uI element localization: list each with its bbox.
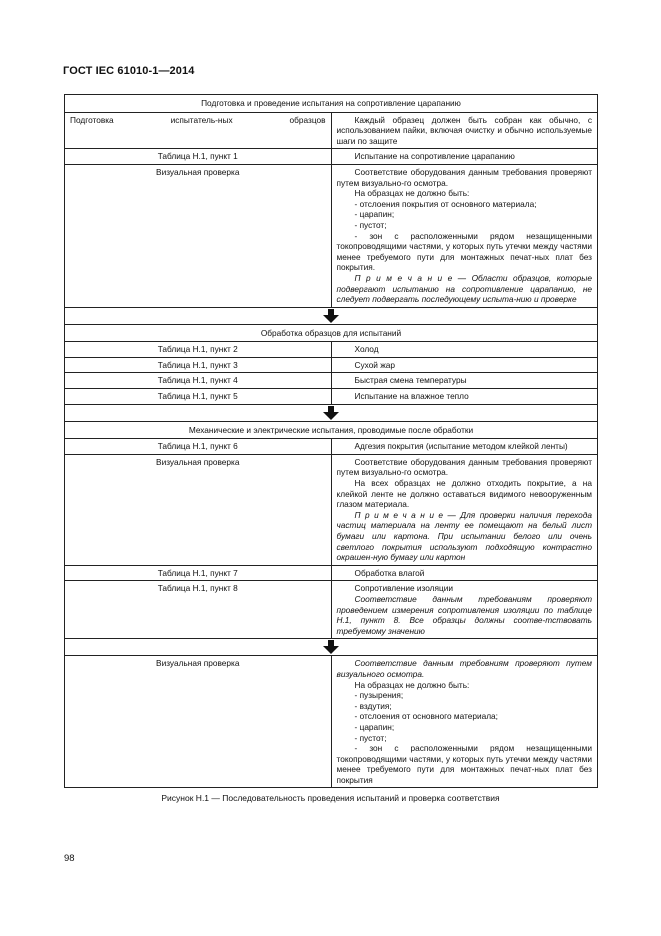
row-content: Испытание на влажное тепло <box>331 389 598 405</box>
row-content: Сухой жар <box>331 357 598 373</box>
row-content <box>331 454 598 565</box>
list-item: - пустот; <box>354 219 387 230</box>
row-label: Таблица H.1, пункт 6 <box>65 439 332 455</box>
table-row <box>65 112 598 149</box>
list-item: - вздутия; <box>354 700 392 711</box>
section-header-row <box>65 95 598 113</box>
note <box>337 510 593 563</box>
paragraph: На образцах не должно быть: <box>354 679 470 690</box>
paragraph: Соответствие данным требовниям проверяют путем визуального осмотра. <box>336 658 592 679</box>
note-label: П р и м е ч а н и е <box>354 272 453 283</box>
row-content <box>331 656 598 788</box>
page-number: 98 <box>64 853 75 864</box>
arrow-row <box>65 307 598 324</box>
row-content: Обработка влагой <box>331 565 598 581</box>
arrow-row <box>65 639 598 656</box>
note <box>337 273 593 305</box>
arrow-down-icon <box>323 406 339 420</box>
row-label: Визуальная проверка <box>65 454 332 565</box>
list-item: - зон с расположенными рядом незащищенными токопроводящими частями, у которых путь утечки между частями менее требуемого пути для монтажных печат-ных плат без покрытия <box>336 743 592 785</box>
document-header: ГОСТ IEC 61010-1—2014 <box>63 65 195 77</box>
section-header-row <box>65 324 598 342</box>
row-content: Каждый образец должен быть собран как обычно, с использованием пайки, включая очистку и обычно используемые шаги по защите <box>331 112 598 149</box>
paragraph: На всех образцах не должно отходить покрытие, а на клейкой ленте не должно оставаться видимого невооруженным глазом материала. <box>336 478 592 510</box>
paragraph: Сопротивление изоляции <box>354 583 454 594</box>
table-row <box>65 373 598 389</box>
table-row <box>65 581 598 639</box>
table-row <box>65 357 598 373</box>
row-label: Таблица H.1, пункт 4 <box>65 373 332 389</box>
row-label: Таблица H.1, пункт 3 <box>65 357 332 373</box>
row-content: Холод <box>331 342 598 358</box>
table-row <box>65 565 598 581</box>
list-item: - отслоения покрытия от основного материала; <box>354 198 537 209</box>
row-content: Быстрая смена температуры <box>331 373 598 389</box>
row-label: Подготовка испытатель-ных образцов <box>65 112 332 149</box>
arrow-down-icon <box>323 309 339 323</box>
row-label: Визуальная проверка <box>65 164 332 307</box>
table-row <box>65 454 598 565</box>
table-row <box>65 149 598 165</box>
test-sequence-flowchart <box>64 94 598 788</box>
section-title-scratch: Подготовка и проведение испытания на сопротивление царапанию <box>65 95 598 113</box>
list-item: - пустот; <box>354 732 387 743</box>
paragraph: На образцах не должно быть: <box>354 188 470 199</box>
row-label: Таблица H.1, пункт 8 <box>65 581 332 639</box>
list-item: - царапин; <box>354 209 395 220</box>
section-title-conditioning: Обработка образцов для испытаний <box>65 324 598 342</box>
row-label: Таблица H.1, пункт 2 <box>65 342 332 358</box>
row-label: Таблица H.1, пункт 7 <box>65 565 332 581</box>
section-header-row <box>65 421 598 439</box>
note-text: — Для проверки наличия перехода частиц материала на ленту ее помещают на белый лист бумаги или картона. При испытании белого или очень светлого покрытия используют подходящую контрастно окрашен-ную бумагу или картон <box>336 509 592 563</box>
table-row <box>65 164 598 307</box>
table-row <box>65 389 598 405</box>
paragraph: Соответствие оборудования данным требования проверяют путем визуально-го осмотра. <box>336 456 592 478</box>
row-content <box>331 164 598 307</box>
note-text: — Области образцов, которые подвергают испытанию на сопротивление царапанию, не следует подвергать последующему испыта-нию и проверке <box>336 272 592 305</box>
table-row <box>65 439 598 455</box>
list-item: - зон с расположенными рядом незащищенными токопроводящими частями, у которых путь утечки между частями менее требуемого пути для монтажных печат-ных плат без покрытия. <box>336 230 592 273</box>
list-item: - царапин; <box>354 721 395 732</box>
note-label: П р и м е ч а н и е <box>354 509 444 520</box>
row-label: Таблица H.1, пункт 5 <box>65 389 332 405</box>
table-row <box>65 656 598 788</box>
paragraph: Соответствие оборудования данным требования проверяют путем визуально-го осмотра. <box>336 166 592 188</box>
row-content: Адгезия покрытия (испытание методом клейкой ленты) <box>331 439 598 455</box>
arrow-down-icon <box>323 640 339 654</box>
figure-caption: Рисунок H.1 — Последовательность проведения испытаний и проверка соответствия <box>161 793 500 803</box>
table-row <box>65 342 598 358</box>
row-content <box>331 581 598 639</box>
list-item: - отслоения от основного материала; <box>354 711 498 722</box>
row-content: Испытание на сопротивление царапанию <box>331 149 598 165</box>
paragraph: Соответствие данным требованиям проверяют проведением измерения сопротивления изоляции по таблице H.1, пункт 8. Все образцы должны соотве-тствовать требуемому значению <box>336 593 592 636</box>
list-item: - пузырения; <box>354 690 404 701</box>
section-title-mechanical: Механические и электрические испытания, проводимые после обработки <box>65 421 598 439</box>
row-label: Таблица H.1, пункт 1 <box>65 149 332 165</box>
row-label: Визуальная проверка <box>65 656 332 788</box>
arrow-row <box>65 404 598 421</box>
